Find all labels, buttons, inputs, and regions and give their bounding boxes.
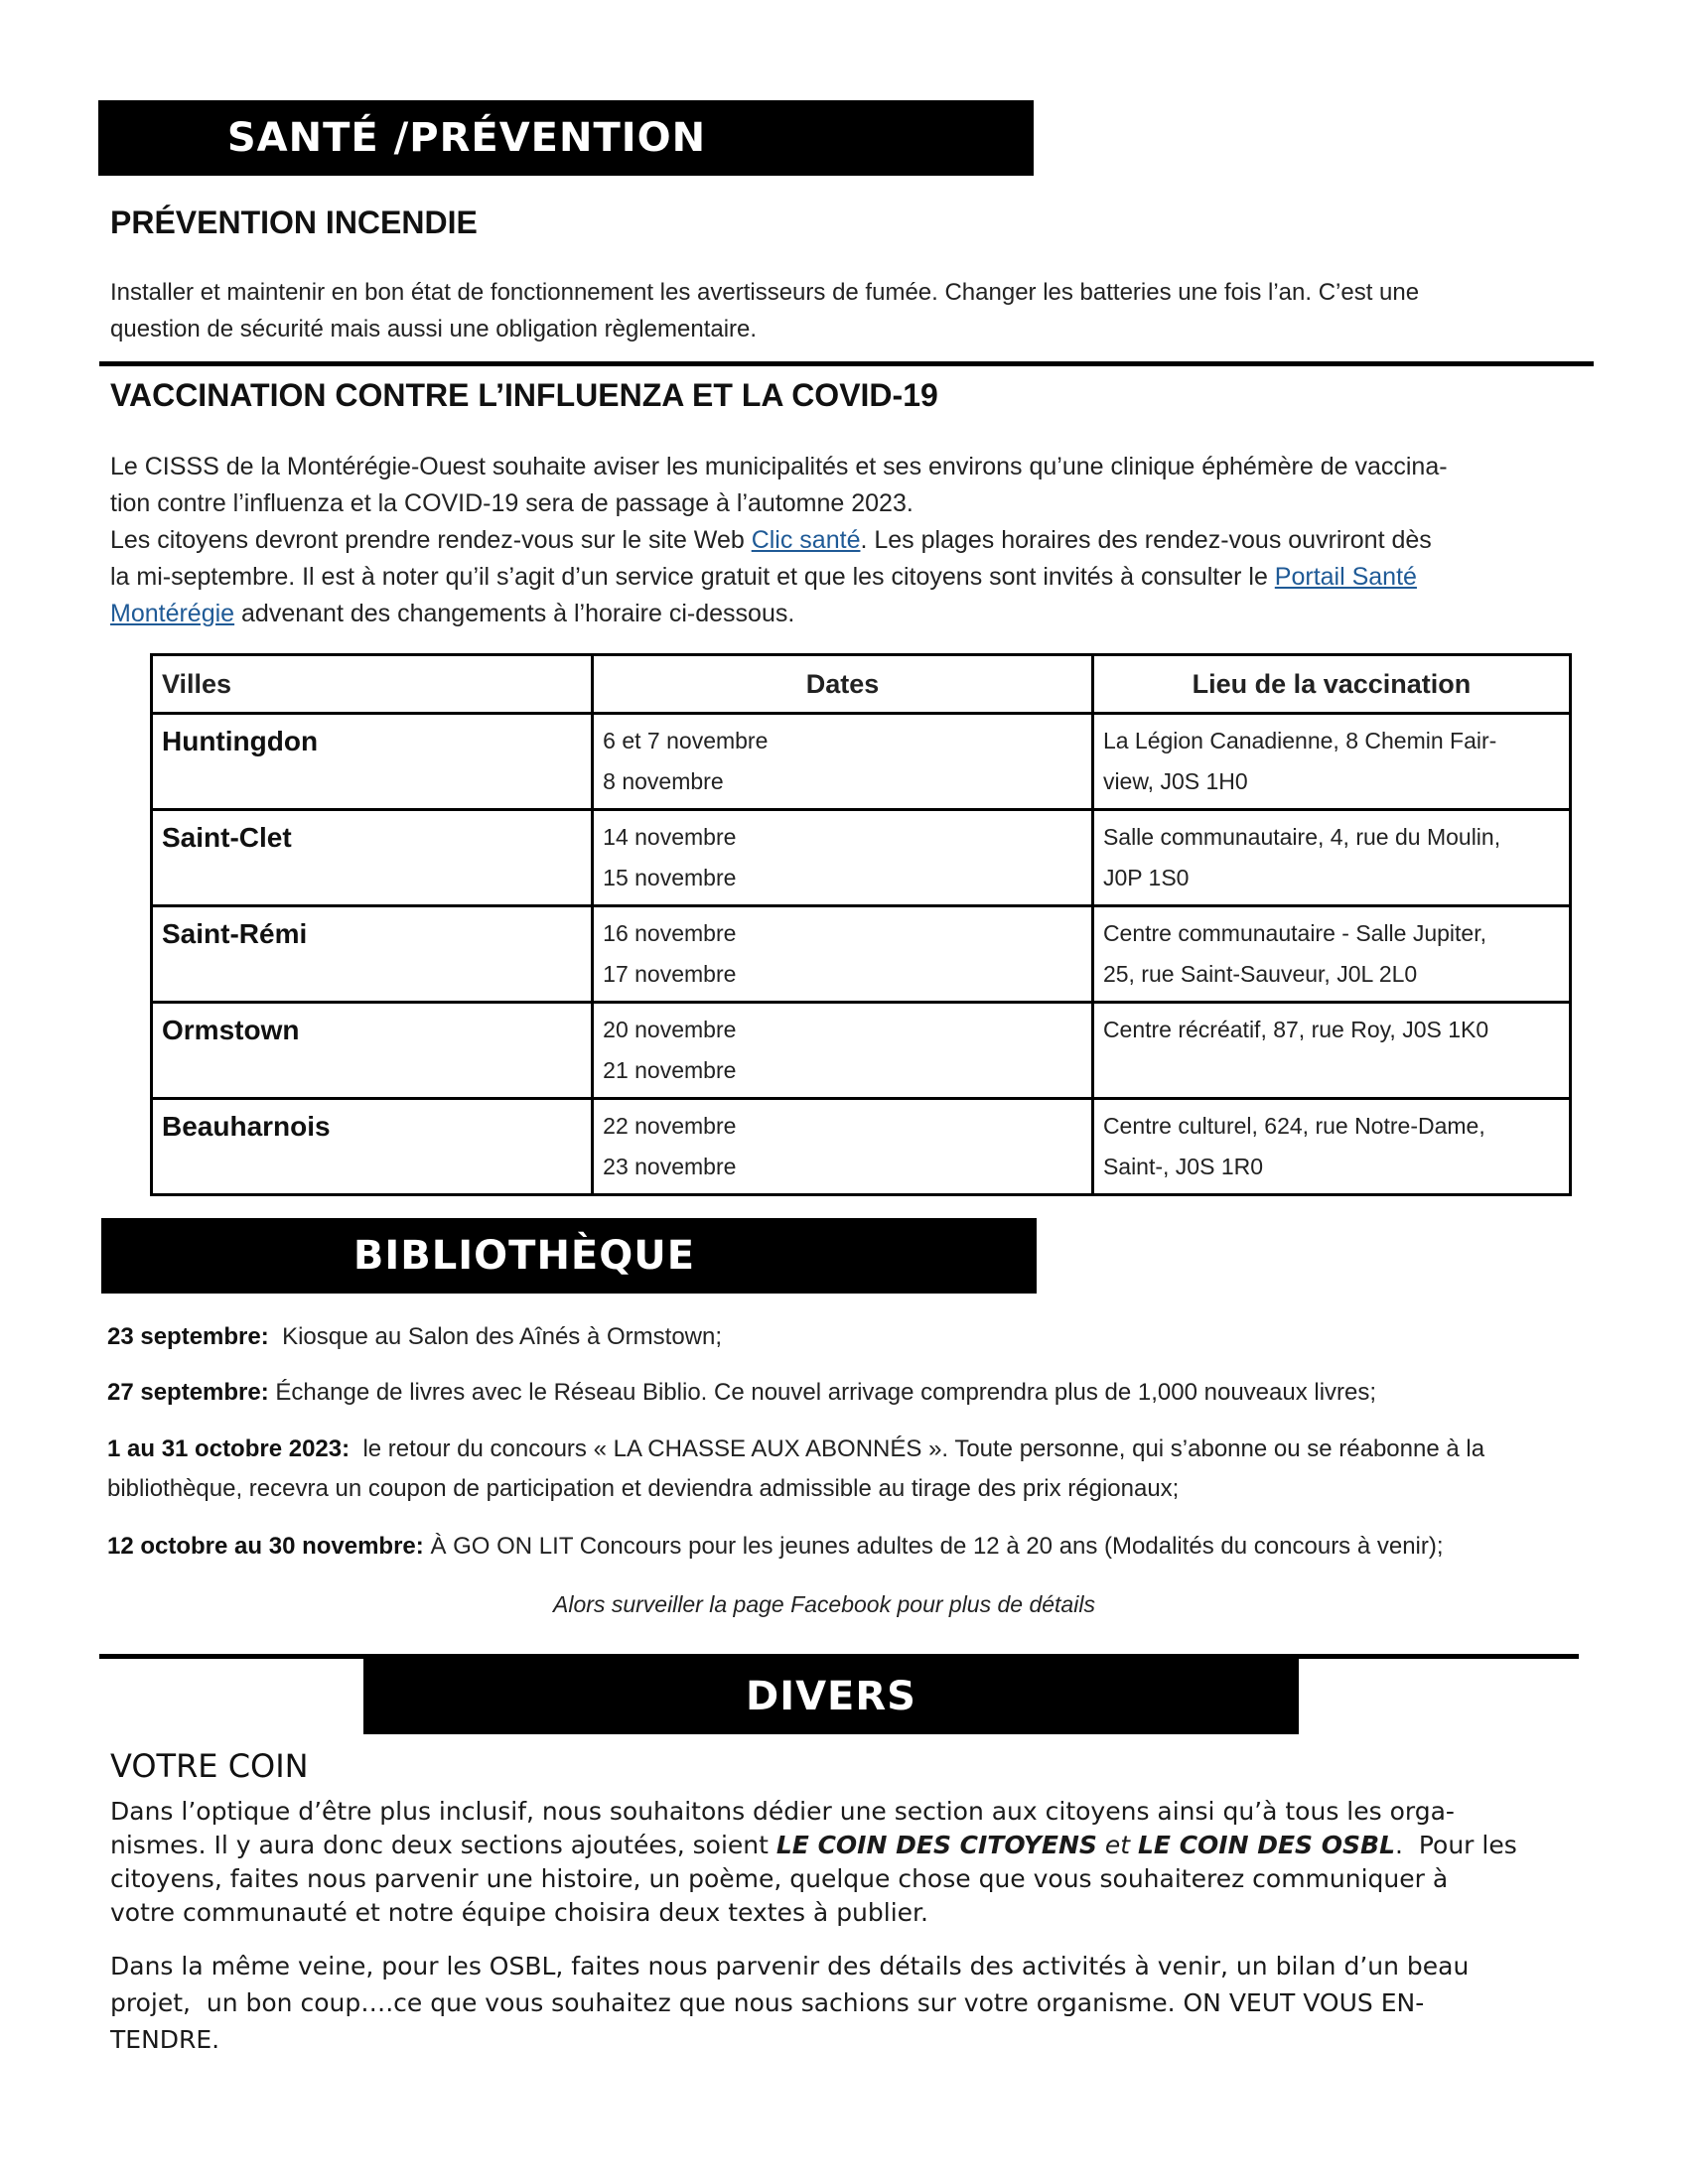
bibliotheque-item-date: 1 au 31 octobre 2023: <box>107 1435 351 1462</box>
cell-lieu <box>1092 1003 1570 1099</box>
sante-prevention-banner <box>98 100 1034 176</box>
bibliotheque-item-date: 12 octobre au 30 novembre: <box>107 1533 424 1560</box>
portail-sante-link[interactable]: Portail Santé <box>1274 563 1417 591</box>
bibliotheque-item-text: À GO ON LIT Concours pour les jeunes adultes de 12 à 20 ans (Modalités du concours à venir); <box>423 1533 1444 1560</box>
coin-citoyens-label: LE COIN DES CITOYENS <box>775 1831 1097 1859</box>
coin-p1-line-1: Dans l’optique d’être plus inclusif, nous souhaitons dédier une section aux citoyens ainsi qu’à tous les orga- <box>110 1797 1455 1826</box>
date-1: 14 novembre <box>603 824 737 850</box>
bibliotheque-item <box>107 1430 1597 1509</box>
coin-osbl-label: LE COIN DES OSBL <box>1137 1831 1396 1859</box>
cell-ville: Saint-Clet <box>152 810 593 906</box>
coin-et: et <box>1096 1831 1138 1859</box>
bibliotheque-item-text: le retour du concours « LA CHASSE AUX ABONNÉS ». Toute personne, qui s’abonne ou se réabonne à la <box>350 1435 1485 1462</box>
vacc-line-1: Le CISSS de la Montérégie-Ouest souhaite aviser les municipalités et ses environs qu’une clinique éphémère de vaccina- <box>110 453 1448 480</box>
clic-sante-link[interactable]: Clic santé <box>751 526 861 554</box>
coin-p1-line-4: votre communauté et notre équipe choisira deux textes à publier. <box>110 1898 928 1927</box>
vacc-line-5 <box>110 596 1590 632</box>
table-row <box>152 810 1571 906</box>
bibliotheque-item-text: Kiosque au Salon des Aînés à Ormstown; <box>268 1323 723 1350</box>
prevention-line-1: Installer et maintenir en bon état de fonctionnement les avertisseurs de fumée. Changer les batteries une fois l’an. C’est une <box>110 279 1420 306</box>
lieu-1: Centre culturel, 624, rue Notre-Dame, <box>1102 1113 1485 1139</box>
cell-lieu <box>1092 810 1570 906</box>
vaccination-heading: VACCINATION CONTRE L’INFLUENZA ET LA COVID-19 <box>110 377 938 413</box>
bibliotheque-item <box>107 1527 1597 1567</box>
bibliotheque-banner <box>101 1218 1037 1294</box>
bibliotheque-item-line-2: bibliothèque, recevra un coupon de participation et deviendra admissible au tirage des prix régionaux; <box>107 1475 1180 1502</box>
portail-sante-link-cont[interactable]: Montérégie <box>110 600 235 627</box>
cell-ville: Beauharnois <box>152 1099 593 1195</box>
lieu-1: La Légion Canadienne, 8 Chemin Fair- <box>1102 728 1497 753</box>
prevention-incendie-heading: PRÉVENTION INCENDIE <box>110 205 478 240</box>
coin-p1-line-3: citoyens, faites nous parvenir une histoire, un poème, quelque chose que vous souhaiterez communiquer à <box>110 1864 1449 1893</box>
table-row <box>152 1099 1571 1195</box>
sante-prevention-banner-title: SANTÉ /PRÉVENTION <box>226 115 707 161</box>
cell-lieu <box>1092 714 1570 810</box>
bibliotheque-item-text: Échange de livres avec le Réseau Biblio. Ce nouvel arrivage comprendra plus de 1,000 nouveaux livres; <box>268 1379 1377 1406</box>
votre-coin-paragraph-1 <box>110 1795 1560 1930</box>
bibliotheque-item-date: 27 septembre: <box>107 1379 269 1406</box>
prevention-incendie-text <box>110 274 1590 347</box>
cell-lieu <box>1092 906 1570 1003</box>
table-row <box>152 906 1571 1003</box>
coin-p1-line-2a: nismes. Il y aura donc deux sections ajoutées, soient <box>110 1831 776 1859</box>
date-2: 23 novembre <box>603 1154 737 1179</box>
vacc-line-2: tion contre l’influenza et la COVID-19 sera de passage à l’automne 2023. <box>110 489 914 517</box>
coin-p2-line-3: TENDRE. <box>110 2025 220 2054</box>
lieu-2: J0P 1S0 <box>1102 865 1190 890</box>
date-1: 16 novembre <box>603 920 737 946</box>
coin-p2-line-1: Dans la même veine, pour les OSBL, faites nous parvenir des détails des activités à venir, un bilan d’un beau <box>110 1952 1470 1980</box>
lieu-2: view, J0S 1H0 <box>1102 768 1248 794</box>
vacc-line-3 <box>110 522 1590 559</box>
cell-dates <box>593 906 1093 1003</box>
divers-banner-title: DIVERS <box>746 1674 916 1719</box>
vacc-line-5b: advenant des changements à l’horaire ci-dessous. <box>234 600 795 627</box>
table-header-row <box>152 655 1571 714</box>
votre-coin-heading: VOTRE COIN <box>110 1747 309 1785</box>
cell-ville: Saint-Rémi <box>152 906 593 1003</box>
coin-p1-line-2b: . Pour les <box>1395 1831 1517 1859</box>
cell-ville: Ormstown <box>152 1003 593 1099</box>
date-2: 21 novembre <box>603 1057 737 1083</box>
vacc-line-4a: la mi-septembre. Il est à noter qu’il s’agit d’un service gratuit et que les citoyens sont invités à consulter le <box>110 563 1275 591</box>
vacc-line-4 <box>110 559 1590 596</box>
bibliotheque-item <box>107 1317 1597 1357</box>
bibliotheque-item <box>107 1373 1597 1413</box>
bibliotheque-item-date: 23 septembre: <box>107 1323 269 1350</box>
cell-lieu <box>1092 1099 1570 1195</box>
header-dates: Dates <box>593 655 1093 714</box>
header-lieu: Lieu de la vaccination <box>1092 655 1570 714</box>
lieu-1: Centre communautaire - Salle Jupiter, <box>1102 920 1487 946</box>
vaccination-schedule-table <box>150 653 1572 1196</box>
cell-dates <box>593 1099 1093 1195</box>
date-2: 17 novembre <box>603 961 737 987</box>
bibliotheque-banner-title: BIBLIOTHÈQUE <box>352 1233 696 1279</box>
divers-banner <box>363 1659 1299 1734</box>
votre-coin-paragraph-2 <box>110 1948 1560 2058</box>
facebook-note: Alors surveiller la page Facebook pour plus de détails <box>553 1591 1095 1617</box>
coin-p1-line-2 <box>110 1829 1560 1862</box>
date-1: 20 novembre <box>603 1017 737 1042</box>
section-divider <box>99 361 1594 366</box>
lieu-2: 25, rue Saint-Sauveur, J0L 2L0 <box>1102 961 1418 987</box>
date-1: 22 novembre <box>603 1113 737 1139</box>
vaccination-text <box>110 449 1590 632</box>
vacc-line-3b: . Les plages horaires des rendez-vous ouvriront dès <box>860 526 1432 554</box>
cell-dates <box>593 810 1093 906</box>
table-row <box>152 1003 1571 1099</box>
lieu-1: Centre récréatif, 87, rue Roy, J0S 1K0 <box>1102 1017 1489 1042</box>
lieu-1: Salle communautaire, 4, rue du Moulin, <box>1102 824 1501 850</box>
coin-p2-line-2: projet, un bon coup….ce que vous souhaitez que nous sachions sur votre organisme. ON VEUT VOUS EN- <box>110 1988 1425 2017</box>
date-2: 8 novembre <box>603 768 724 794</box>
prevention-line-2: question de sécurité mais aussi une obligation règlementaire. <box>110 316 758 342</box>
date-1: 6 et 7 novembre <box>603 728 769 753</box>
table-row <box>152 714 1571 810</box>
cell-ville: Huntingdon <box>152 714 593 810</box>
bibliotheque-item-line-1 <box>107 1430 1597 1469</box>
lieu-2: Saint-, J0S 1R0 <box>1102 1154 1264 1179</box>
vacc-line-3a: Les citoyens devront prendre rendez-vous sur le site Web <box>110 526 752 554</box>
header-villes: Villes <box>152 655 593 714</box>
cell-dates <box>593 1003 1093 1099</box>
cell-dates <box>593 714 1093 810</box>
date-2: 15 novembre <box>603 865 737 890</box>
